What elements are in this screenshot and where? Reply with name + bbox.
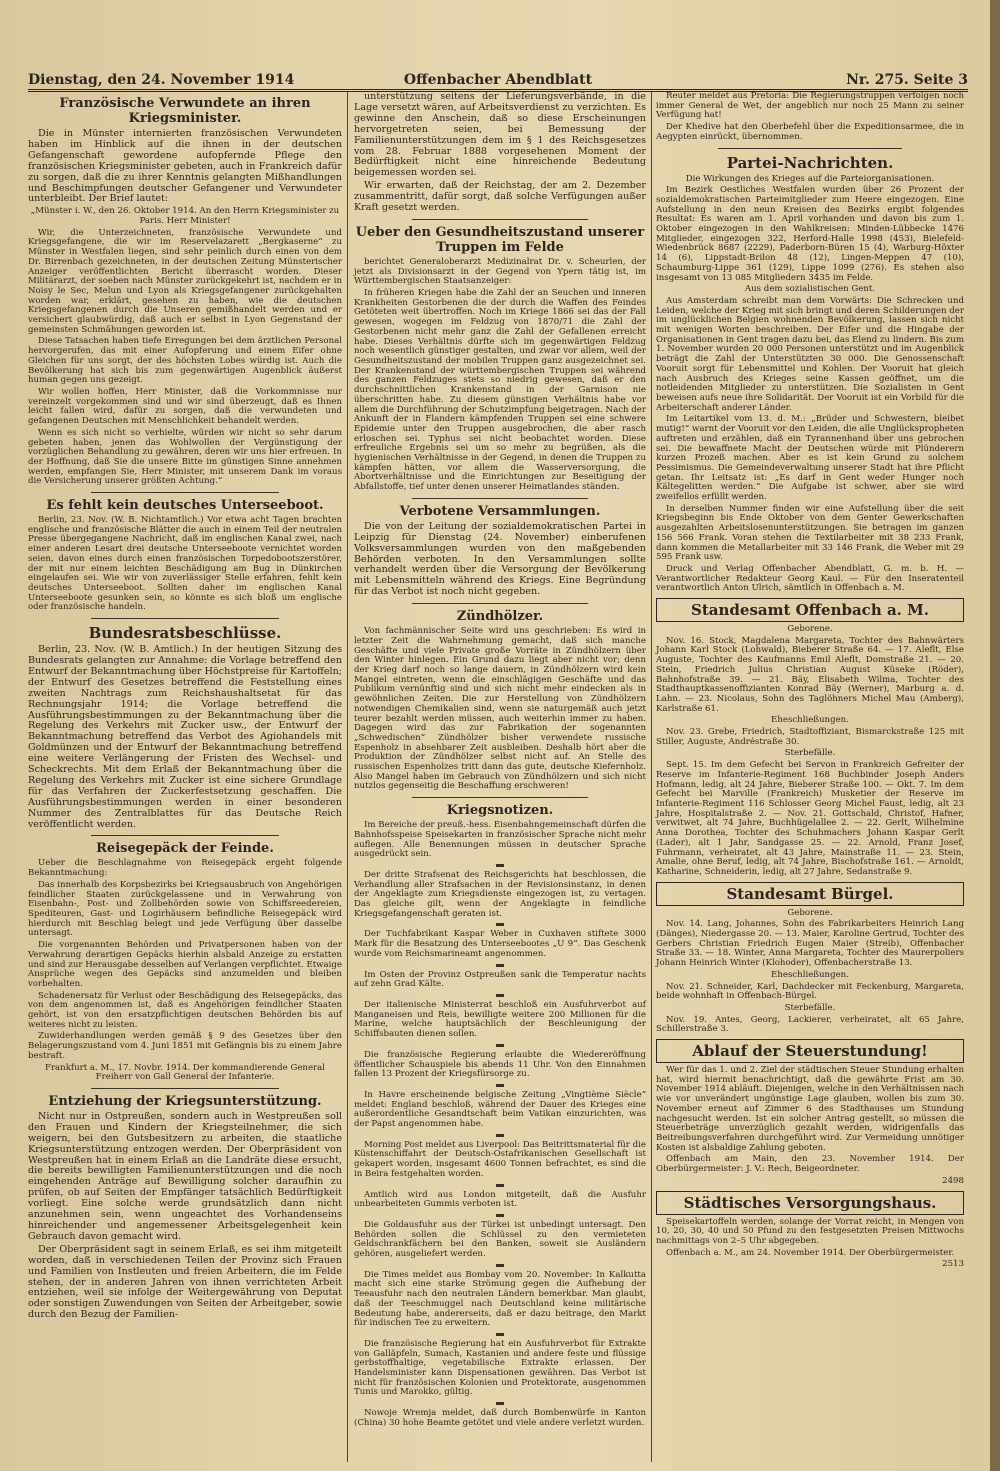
paragraph: Von fachmännischer Seite wird uns geschrieben: Es wird in letzter Zeit die Wahrnehmung gemacht, daß sich manche Geschäfte und viele Private große Vorräte in Zündhölzern über den Winter hinlegen. Ein Grund dazu liegt aber nicht vor; denn der Krieg darf noch so lange dauern, in Zündhölzern wird kein Mangel eintreten, wenn die einschlägigen Geschäfte und das Publikum vernünftig sind und sich nicht mehr eindecken als in gewöhnlichen Zeiten. Die zur Herstellung von Zündhölzern notwendigen Chemikalien sind, wenn sie naturgemäß auch jetzt teurer bezahlt werden müssen, auch weiterhin immer zu haben. Dagegen wird das zur Fabrikation der sogenannten „Schwedischen“ Zündhölzer bisher verwendete russische Espenholz in absehbarer Zeit ausbleiben. Deshalb hört aber die Produktion der Zündhölzer selbst nicht auf. An Stelle des russischen Espenholzes tritt dann das gute, deutsche Kiefernholz. Also Mangel haben im Gebrauch von Zündhölzern und sich nicht nutzlos gegenseitig die Beschaffung erschweren! <box>354 626 646 792</box>
paragraph: Diese Tatsachen haben tiefe Erregungen bei dem ärztlichen Personal hervorgerufen, das mit einer Aufopferung und einem Eifer ohne Gleichen für uns sorgt, der des höchsten Lobes würdig ist. Auch die Bevölkerung hat sich bis zum gegenwärtigen Augenblick äußerst human gegen uns gezeigt. <box>28 336 342 386</box>
binding-edge <box>990 0 1000 1471</box>
war-note: Nowoje Wremja meldet, daß durch Bombenwürfe in Kanton (China) 30 hohe Beamte getötet und viele andere verletzt wurden. <box>354 1408 646 1428</box>
paragraph: Zuwiderhandlungen werden gemäß § 9 des Gesetzes über den Belagerungszustand vom 4. Juni 1851 mit Gefängnis bis zu einem Jahre bestraft. <box>28 1031 342 1061</box>
bullet-divider <box>496 994 504 997</box>
bullet-divider <box>496 1214 504 1217</box>
imprint: Druck und Verlag Offenbacher Abendblatt, G. m. b. H. — Verantwortlicher Redakteur Georg Kaul. — Für den Inseratenteil verantwortlich Anton Ulrich, sämtlich in Offenbach a. M. <box>656 563 964 594</box>
paragraph: Berlin, 23. Nov. (W. B. Amtlich.) In der heutigen Sitzung des Bundesrats gelangten zur Annahme: die Vorlage betreffend den Entwurf der Bekanntmachung über Höchstpreise für Kartoffeln; der Entwurf des Gesetzes betreffend die Feststellung eines zweiten Nachtrags zum Reichshaushaltsetat für das Rechnungsjahr 1914; die Vorlage betreffend die Ausführungsbestimmungen zu der Bekanntmachung über die Regelung des Verkehrs mit Zucker usw., der Entwurf der Bekanntmachung betreffend das Verbot des Agiohandels mit Goldmünzen und der Entwurf der Bekanntmachung betreffend eine weitere Verlängerung der Fristen des Wechsel- und Scheckrechts. Mit dem Erlaß der Bekanntmachung über die Regelung des Verkehrs mit Zucker ist eine sichere Grundlage für das Verfahren der Zuckerfestsetzung geschaffen. Die Ausführungsbestimmungen werden in einer besonderen Nummer des Zentralblattes für das Deutsche Reich veröffentlicht werden. <box>28 644 342 830</box>
subheading: Eheschließungen. <box>771 969 849 980</box>
paragraph: Der Khedive hat den Oberbefehl über die Expeditionsarmee, die in Aegypten einrückt, übernommen. <box>656 122 964 142</box>
signature: Offenbach a. M., am 24. November 1914. Der Oberbürgermeister. <box>666 1247 955 1258</box>
war-note: Der italienische Ministerrat beschloß ein Ausfuhrverbot auf Manganeisen und Reis, bewilligte weitere 200 Millionen für die Marine, welche hauptsächlich der Beschleunigung der Schiffsbauten dienen sollen. <box>354 999 646 1040</box>
war-note: Die Goldausfuhr aus der Türkei ist unbedingt untersagt. Den Behörden sollen die Schlüssel zu den vermieteten Geldschrankfächern bei den Banken, soweit sie Ausländern gehören, ausgeliefert werden. <box>354 1219 646 1260</box>
registry-entries: Nov. 21. Schneider, Karl, Dachdecker mit Feckenburg, Margareta, beide wohnhaft in Offenbach-Bürgel. <box>656 981 964 1002</box>
paragraph: In derselben Nummer finden wir eine Aufstellung über die seit Kriegsbeginn bis Ende Oktober von dem Genter Gewerkschaften ausgezahlten Arbeitslosenunterstützungen. Sie betragen im ganzen 156 566 Frank. Voran stehen die Textilarbeiter mit 38 233 Frank, dann kommen die Metallarbeiter mit 33 146 Frank, die Weber mit 29 595 Frank usw. <box>656 503 964 563</box>
column-3 <box>656 92 964 1272</box>
paragraph: Die in Münster internierten französischen Verwundeten haben im Hinblick auf die ihnen in der deutschen Gefangenschaft gewordene aufopfernde Pflege den französischen Kriegsminister gebeten, auch in Frankreich dafür zu sorgen, daß die zu ihrer Kenntnis gelangten Mißhandlungen und Beschimpfungen deutscher Gefangener und Verwundeter unterbleibt. Der Brief lautet: <box>28 128 342 205</box>
masthead-rule <box>28 89 968 90</box>
headline-banned-meetings: Verbotene Versammlungen. <box>399 503 601 519</box>
paragraph: Nicht nur in Ostpreußen, sondern auch in Westpreußen soll den Frauen und Kindern der Kriegsteilnehmer, die sich weigern, bei den Gutsbesitzern zu arbeiten, die staatliche Kriegsunterstützung entzogen werden. Der Oberpräsident von Westpreußen hat in einem Erlaß an die Landräte diese ersucht, die bereits bewilligten Familienunterstützungen und die noch eingehenden Anträge auf Bewilligung solcher daraufhin zu prüfen, ob auf Seiten der Empfänger tatsächlich Bedürftigkeit vorliegt. Eine solche werde grundsätzlich dann nicht anzunehmen sein, wenn ungeachtet des Vorhandenseins hinreichender und angemessener Arbeitsgelegenheit kein Gebrauch davon gemacht wird. <box>28 1110 342 1242</box>
signature: Frankfurt a. M., 17. Novbr. 1914. Der kommandierende General Freiherr von Gall General der Infanterie. <box>44 1062 326 1083</box>
bullet-divider <box>496 923 504 926</box>
war-note: Amtlich wird aus London mitgeteilt, daß die Ausfuhr unbearbeiteten Gummis verboten ist. <box>354 1189 646 1210</box>
paragraph: Aus Amsterdam schreibt man dem Vorwärts: Die Schrecken und Leiden, welche der Krieg mit sich bringt und deren Schilderungen der im unglücklichen Belgien wohnenden Bevölkerung, lassen sich nicht mit wenigen Worten beschreiben. Der Eifer und die Hingabe der Organisationen in Gent tragen dazu bei, das Elend zu lindern. Bis zum 1. November wurden 20 000 Personen unterstützt und im Augenblick beträgt die Zahl der Unterstützten 30 000. Die Genossenschaft Vooruit sorgt für Lebensmittel und Kohlen. Der Vooruit hat gleich nach Ausbruch des Krieges seine Kassen geöffnet, um die notleidenden Mitglieder zu unterstützen. Die Sozialisten in Gent beweisen aufs neue ihre Solidarität. Der Vooruit ist ein Vorbild für die Arbeiterschaft anderer Länder. <box>656 295 964 413</box>
letter-heading: „Münster i. W., den 26. Oktober 1914. An den Herrn Kriegsminister zu Paris. Herr Minister! <box>30 206 340 227</box>
ad-number: 2498 <box>942 1175 964 1186</box>
divider <box>412 603 587 604</box>
masthead-title: Offenbacher Abendblatt <box>403 72 593 88</box>
registry-entries: Nov. 14. Lang, Johannes, Sohn des Fabrikarbeiters Heinrich Lang (Dänges), Niedergasse 20. — 13. Maier, Karoline Gertrud, Tochter des Gerbers Christian Friedrich Eugen Maier (Streib), Offenbacher Straße 33. — 18. Winter, Anna Margareta, Tochter des Maurerpoliers Johann Heinrich Winter (Klohoder), Offenbacherstraße 13. <box>656 919 964 969</box>
paragraph: Wer für das 1. und 2. Ziel der städtischen Steuer Stundung erhalten hat, wird hiermit benachrichtigt, daß die gewährte Frist am 30. November 1914 abläuft. Diejenigen, welche in den Verhältnissen nach wie vor unverändert ungünstige Lage glauben, wollen bis zum 30. November erneut auf Zimmer 6 des Stadthauses um Stundung nachgesucht werden. Ist ein solcher Antrag gestellt, so müssen die Steuerbeträge unverzüglich gezahlt werden, widrigenfalls das Beitreibungsverfahren durchgeführt wird. Zur Vermeidung unnötiger Kosten ist alsbaldige Zahlung geboten. <box>656 1065 964 1153</box>
headline-registry-buergel: Standesamt Bürgel. <box>656 882 964 906</box>
paragraph: Wir wollen hoffen, Herr Minister, daß die Vorkommnisse nur vereinzelt vorgekommen sind und wir sind überzeugt, daß es Ihnen leicht fallen wird, dafür zu sorgen, daß die verwundeten und gefangenen Deutschen mit Menschlichkeit behandelt werden. <box>28 387 342 427</box>
ad-number: 2513 <box>942 1259 964 1270</box>
headline-luggage: Reisegepäck der Feinde. <box>96 841 274 857</box>
paragraph: Im Bezirk Oestliches Westfalen wurden über 26 Prozent der sozialdemokratischen Parteimitglieder zum Heere eingezogen. Eine Aufstellung in den neun Kreisen des Bezirks ergibt folgendes Resultat: Es waren am 1. April vorhanden und davon bis zum 1. Oktober eingezogen in den Wahlkreisen: Minden-Lübbecke 1476 Mitglieder, eingezogen 322, Herford-Halle 1998 (453), Bielefeld-Wiedenbrück 8687 (2229), Paderborn-Büren 15 (4), Warburg-Höxter 14 (6), Lippstadt-Brilon 48 (12), Lingen-Meppen 47 (10), Schaumburg-Lippe 361 (129), Lippe 1099 (276). Es stehen also insgesamt von 13 085 Mitgliedern 3435 im Felde. <box>656 185 964 283</box>
war-note: In Havre erscheinende belgische Zeitung „Vingtième Siècle“ meldet: England beschloß, während der Dauer des Krieges eine außerordentliche Gesandtschaft beim Vatikan einzurichten, was der Papst angenommen habe. <box>354 1089 646 1130</box>
war-note: Die französische Regierung hat ein Ausfuhrverbot für Extrakte von Galläpfeln, Sumach, Kastanien und andere feste und flüssige gerbstoffhaltige, vegetabilische Extrakte erlassen. Der Handelsminister kann Dispensationen gewähren. Das Verbot ist nicht für französischen Kolonien und Protektorate, ausgenommen Tunis und Marokko, gültig. <box>354 1338 646 1398</box>
war-note: Der dritte Strafsenat des Reichsgerichts hat beschlossen, die Verhandlung aller Strafsachen in der Revisionsinstanz, in denen der Angeklagte zum Kriegsdienste eingezogen ist, zu vertagen. Das gleiche gilt, wenn der Angeklagte in feindliche Kriegsgefangenschaft geraten ist. <box>354 869 646 919</box>
subheading: Geborene. <box>787 907 833 918</box>
registry-entries: Nov. 23. Grebe, Friedrich, Stadtoffiziant, Bismarckstraße 125 mit Stiller, Auguste, Andréstraße 30. <box>656 727 964 747</box>
paragraph: In früheren Kriegen habe die Zahl der an Seuchen und inneren Krankheiten Gestorbenen die der durch die Waffen des Feindes Getöteten weit übertroffen. Noch im Kriege 1866 sei das der Fall gewesen, wogegen im Feldzug von 1870/71 die Zahl der Gestorbenen nicht mehr ganz die Zahl der Gefallenen erreicht habe. Dieses Verhältnis dürfte sich im gegenwärtigen Feldzug noch wesentlich günstiger gestalten, und zwar vor allem, weil der Gesundheitszustand der mobilen Truppen ganz ausgezeichnet sei. Der Krankenstand der württembergischen Truppen sei während des ganzen Feldzuges stets so niedrig gewesen, daß er den durchschnittlichen Krankenstand in der Garnison nie überschritten habe. Zu diesem günstigen Verhältnis habe vor allem die Durchführung der Schutzimpfung beigetragen. Nach der Ankunft der in Flandern kämpfenden Truppen sei eine schwere Epidemie unter den Truppen ausgebrochen, die aber rasch erloschen sei. Typhus sei nicht beobachtet worden. Diese erfreuliche Ergebnis sei um so mehr zu begrüßen, als die hygienischen Verhältnisse in der Gegend, in denen die Truppen zu kämpfen hätten, vor allem die Wasserversorgung, die Abortverhältnisse und die Einrichtungen zur Beseitigung der Abfallstoffe, tief unter denen unserer Heimatlandes ständen. <box>354 288 646 493</box>
paragraph: Berlin, 23. Nov. (W. B. Nichtamtlich.) Vor etwa acht Tagen brachten englische und französische Blätter die auch in einem Teil der neutralen Presse übergegangene Nachricht, daß im englischen Kanal zwei, nach einer anderen Lesart drei deutsche Unterseeboote vernichtet worden seien, davon eines durch einen französischen Torpedobootszerstörer, der mit nur einem leichten Beschädigung am Bug in Dünkirchen eingelaufen sei. Wie wir von zuverlässiger Stelle erfahren, fehlt kein deutsches Unterseeboot. Sollten daher im englischen Kanal Unterseeboote gesunken sein, so könnte es sich bloß um englische oder französische handeln. <box>28 515 342 613</box>
bullet-divider <box>496 1264 504 1267</box>
registry-entries: Nov. 19. Antes, Georg, Lackierer, verheiratet, alt 65 Jahre, Schillerstraße 3. <box>656 1014 964 1035</box>
column-2 <box>354 92 646 1431</box>
paragraph: unterstützung seitens der Lieferungsverbände, in die Lage versetzt wären, auf Arbeitsverdienst zu verzichten. Es gewinne den Anschein, daß so diese Erscheinungen hervorgetreten seien, bei Bemessung der Familienunterstützungen dem im § 1 des Reichsgesetzes vom 28. Februar 1888 vorgesehenen Moment der Bedürftigkeit nicht eine hinreichende Bedeutung beigemessen worden sei. <box>354 91 646 179</box>
headline-supply-house: Städtisches Versorgungshaus. <box>656 1191 964 1215</box>
headline-bundesrat: Bundesratsbeschlüsse. <box>88 624 282 643</box>
subheading: Aus dem sozialistischen Gent. <box>744 284 876 295</box>
paragraph: Wir, die Unterzeichneten, französische Verwundete und Kriegsgefangene, die wir im Reservelazarett „Bergkaserne“ zu Münster in Westfalen liegen, sind sehr peinlich durch einen von dem Dr. Birrenbach gezeichneten, in der deutschen Zeitung Münsterischer Anzeiger veröffentlichten Bericht überrascht worden. Dieser Militärarzt, der soeben nach Münster zurückgekehrt ist, nachdem er in Noisy le Sec, Melun und Lyon als Kriegsgefangener zurückgehalten worden war, erklärt, gesehen zu haben, wie die deutschen Kriegsgefangenen durch die Unseren gemißhandelt werden und er versichert glaubwürdig, daß auch er selbst in Lyon Gegenstand der gemeinsten Schmähungen geworden ist. <box>28 227 342 335</box>
paragraph: Im Leitartikel vom 13. d. M.: „Brüder und Schwestern, bleibet mutig!“ warnt der Vooruit vor den Leiden, die alle Unglückspropheten auftreten und erzählen, daß ein Tyrannenhand über uns gebrochen sei. Die bewaffnete Macht der Deutschen würde mit Plünderern kurzen Prozeß machen. Aber es ist kein Grund zu solchem Pessimismus. Die Gemeindeverwaltung unserer Stadt hat ihre Pflicht getan. Ihr Leitsatz ist: „Es darf in Gent weder Hunger noch Kältegelitten werden.“ Die Aufgabe ist schwer, aber sie wird zweifellos erfüllt werden. <box>656 414 964 503</box>
headline-tax-deferral: Ablauf der Steuerstundung! <box>656 1039 964 1063</box>
headline-submarine: Es fehlt kein deutsches Unterseeboot. <box>46 498 324 514</box>
registry-entries: Nov. 16. Stock, Magdalena Margareta, Tochter des Bahnwärters Johann Karl Stock (Lohwald), Bieberer Straße 64. — 17. Aleflt, Else Auguste, Tochter des Kaufmanns Emil Aleflt, Domstraße 21. — 20. Stein, Friedrich Julius Christian August Küseke (Röder), Bahnhofstraße 39. — 21. Bäy, Elisabeth Wilma, Tochter des Stadthauptkassenoffizianten Konrad Bäy (Werner), Marburg a. d. Lahn. — 23. Nicolaus, Sohn des Taglöhners Michel Mau (Amberg), Karlstraße 61. <box>656 635 964 714</box>
war-note: Die Times meldet aus Bombay vom 20. November: In Kalkutta macht sich eine starke Strömung gegen die Aufhebung der Teeausfuhr nach den neutralen Ländern bemerkbar. Man glaubt, daß der Teeschmuggel nach Deutschland keine militärische Bedeutung habe, andererseits, daß er dazu beitrage, den Markt für indischen Tee zu erweitern. <box>354 1269 646 1329</box>
signature: Offenbach am Main, den 23. November 1914. Der Oberbürgermeister: J. V.: Rech, Beigeordneter. <box>656 1154 964 1175</box>
divider <box>91 835 279 836</box>
headline-registry-offenbach: Standesamt Offenbach a. M. <box>656 598 964 622</box>
war-note: Die französische Regierung erlaubte die Wiedereröffnung öffentlicher Schauspiele bis abends 11 Uhr. Von den Einnahmen fallen 13 Prozent der Kriegsfürsorge zu. <box>354 1049 646 1080</box>
registry-entries: Sept. 15. Im dem Gefecht bei Servon in Frankreich Gefreiter der Reserve im Infanterie-Regiment 168 Buchbinder Joseph Anders Hofmann, ledig, alt 24 Jahre, Bieberer Straße 100. — Okt. 7. Im dem Gefecht bei Marville (Frankreich) Musketier der Reserve im Infanterie-Regiment 116 Schlosser Georg Michel Faust, ledig, alt 23 Jahre, Hospitalstraße 2. — Nov. 21. Gottschald, Christof, Hafner, verwitwet, alt 74 Jahre, Buchhügelallee 2. — 22. Gerlt, Wilhelmine Anna Dorothea, Tochter des Schuhmachers Johann Kaspar Gerlt (Lader), alt 1 Jahr, Sandgasse 25. — 22. Arnold, Franz Josef, Fuhrmann, verheiratet, alt 43 Jahre, Mainstraße 11. — 23. Stein, Amalie, ohne Beruf, ledig, alt 74 Jahre, Bischofstraße 161. — Arnoldt, Katharine, Schneiderin, ledig, alt 27 Jahre, Sedanstraße 9. <box>656 760 964 877</box>
bullet-divider <box>496 1084 504 1087</box>
subheading: Sterbefälle. <box>784 1002 836 1013</box>
column-1 <box>28 92 342 1323</box>
divider <box>412 498 587 499</box>
paragraph: Die von der Leitung der sozialdemokratischen Partei in Leipzig für Dienstag (24. November) einberufenen Volksversammlungen wurden von den maßgebenden Behörden verboten. In den Versammlungen sollte verhandelt werden über die Versorgung der Bevölkerung mit Lebensmitteln während des Kriegs. Eine Begründung für das Verbot ist noch nicht gegeben. <box>354 520 646 598</box>
bullet-divider <box>496 1134 504 1137</box>
bullet-divider <box>496 964 504 967</box>
subheading: Geborene. <box>787 624 833 635</box>
paragraph: Das innerhalb des Korpsbezirks bei Kriegsausbruch von Angehörigen feindlicher Staaten zurückgelassene und in Verwahrung von Eisenbahn-, Post- und Zollbehörden sowie von Schiffsreedereien, Spediteuren, Gast- und Logirhäusern befindliche Reisegepäck wird hierdurch mit Beschlag belegt und jede Verfügung über dasselbe untersagt. <box>28 879 342 939</box>
divider <box>91 618 279 619</box>
paragraph: Die vorgenannten Behörden und Privatpersonen haben von der Verwahrung derartigen Gepäcks hierhin alsbald Anzeige zu erstatten und sind zur Herausgabe desselben auf Verlangen verpflichtet. Etwaige Ansprüche wegen des Gepäcks sind anzumelden und bleiben vorbehalten. <box>28 940 342 989</box>
paragraph: Wenn es sich nicht so verhielte, würden wir nicht so sehr darum gebeten haben, jenen das Wohlwollen der Vergünstigung der vorzüglichen Behandlung zu gewähren, deren wir uns hier erfreuen. In der Hoffnung, daß Sie die unsere Bitte im günstigen Sinne annehmen werden, empfangen Sie, Herr Minister, mit unserem Dank im voraus die Versicherung unserer größten Achtung.“ <box>28 427 342 487</box>
bullet-divider <box>496 864 504 867</box>
war-note: Der Tuchfabrikant Kaspar Weber in Cuxhaven stiftete 3000 Mark für die Besatzung des Unterseebootes „U 9“. Das Geschenk wurde vom Reichsmarineamt angenommen. <box>354 929 646 959</box>
war-note: Morning Post meldet aus Liverpool: Das Beitrittsmaterial für die Küstenschiffahrt der Deutsch-Ostafrikanischen Gesellschaft ist gekapert worden, insgesamt 4600 Tonnen befrachtet, es sind die in Beira festgehalten worden. <box>354 1139 646 1179</box>
masthead-date: Dienstag, den 24. November 1914 <box>28 72 295 88</box>
divider <box>412 797 587 798</box>
headline-matches: Zündhölzer. <box>456 609 544 625</box>
war-note: Im Osten der Provinz Ostpreußen sank die Temperatur nachts auf zehn Grad Kälte. <box>354 969 646 990</box>
divider <box>91 492 279 493</box>
divider <box>412 219 587 220</box>
masthead-issue: Nr. 275. Seite 3 <box>846 72 968 88</box>
paragraph: berichtet Generaloberarzt Medizinalrat Dr. v. Scheurlen, der jetzt als Divisionsarzt in der Gegend von Ypern tätig ist, im Württembergischen Staatsanzeiger: <box>354 256 646 287</box>
paragraph: Reuter meldet aus Pretoria: Die Regierungstruppen verfolgen noch immer General de Wet, der angeblich nur noch 25 Mann zu seiner Verfügung hat! <box>656 91 964 121</box>
headline-support-withdrawal: Entziehung der Kriegsunterstützung. <box>48 1093 322 1109</box>
paragraph: Der Oberpräsident sagt in seinem Erlaß, es sei ihm mitgeteilt worden, daß in verschiedenen Teilen der Provinz sich Frauen und Familien von Instleuten und freien Arbeitern, die im Felde stehen, der in anderen Jahren von ihnen verrichteten Arbeit entziehen, weil sie infolge der Weitergewährung von Deputat oder sonstigen Zuwendungen von Seiten der Arbeitgeber, sowie durch den Bezug der Familien- <box>28 1243 342 1321</box>
subheading: Sterbefälle. <box>784 748 836 759</box>
subheading: Eheschließungen. <box>771 715 849 726</box>
headline-french-wounded: Französische Verwundete an ihren Kriegsminister. <box>59 96 311 126</box>
paragraph: Schadenersatz für Verlust oder Beschädigung des Reisegepäcks, das von dem angenommen ist, daß es Angehörigen feindlicher Staaten gehört, ist von den ersatzpflichtigen deutschen Behörden bis auf weiteres nicht zu leisten. <box>28 990 342 1030</box>
column-separator-2 <box>651 92 652 1462</box>
bullet-divider <box>496 1402 504 1405</box>
headline-party-news: Partei-Nachrichten. <box>726 153 894 172</box>
war-note: Im Bereiche der preuß.-hess. Eisenbahngemeinschaft dürfen die Bahnhofsspeise Speisekarten in französischer Sprache nicht mehr auflegen. Alle Benennungen müssen in deutscher Sprache ausgedrückt sein. <box>354 820 646 860</box>
paragraph: Ueber die Beschlagnahme von Reisegepäck ergeht folgende Bekanntmachung: <box>28 858 342 879</box>
bullet-divider <box>496 1333 504 1336</box>
headline-war-notes: Kriegsnotizen. <box>446 803 554 819</box>
column-separator-1 <box>347 92 348 1462</box>
paragraph: Speisekartoffeln werden, solange der Vorrat reicht, in Mengen von 10, 20, 30, 40 und 50 Pfund zu den festgesetzten Preisen Mittwochs nachmittags von 2–5 Uhr abgegeben. <box>656 1216 964 1246</box>
divider <box>718 148 903 149</box>
masthead <box>28 72 968 90</box>
paragraph: Wir erwarten, daß der Reichstag, der am 2. Dezember zusammentritt, dafür sorgt, daß solche Verfügungen außer Kraft gesetzt werden. <box>354 180 646 214</box>
bullet-divider <box>496 1044 504 1047</box>
divider <box>91 1088 279 1089</box>
bullet-divider <box>496 1184 504 1187</box>
subheading: Die Wirkungen des Krieges auf die Parteiorganisationen. <box>685 173 935 184</box>
headline-troop-health: Ueber den Gesundheitszustand unserer Truppen im Felde <box>355 224 645 255</box>
